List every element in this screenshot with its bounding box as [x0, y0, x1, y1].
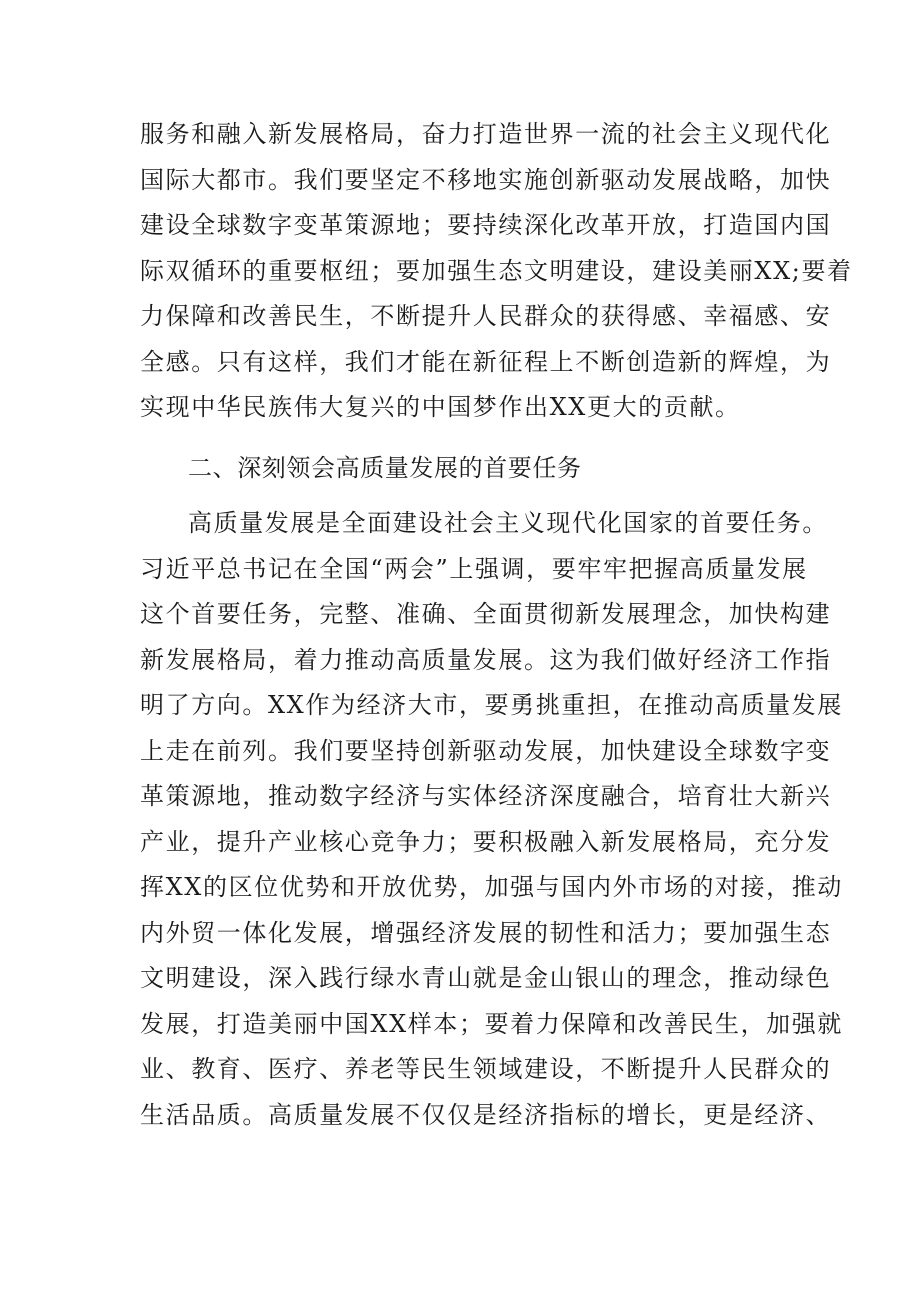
paragraph-line: 上走在前列。我们要坚持创新驱动发展，加快建设全球数字变: [140, 736, 832, 765]
paragraph-line: 文明建设，深入践行绿水青山就是金山银山的理念，推动绿色: [140, 964, 832, 992]
paragraph-line: 产业，提升产业核心竞争力；要积极融入新发展格局，充分发: [140, 827, 832, 856]
paragraph-1: [140, 112, 853, 431]
paragraph-line: 生活品质。高质量发展不仅仅是经济指标的增长，更是经济、: [140, 1100, 832, 1129]
paragraph-line: 国际大都市。我们要坚定不移地实施创新驱动发展战略，加快: [140, 165, 832, 194]
paragraph-line: 内外贸一体化发展，增强经济发展的韧性和活力；要加强生态: [140, 918, 832, 947]
section-heading: 二、深刻领会高质量发展的首要任务: [188, 453, 582, 482]
paragraph-line: 际双循环的重要枢纽；要加强生态文明建设，建设美丽XX;要着: [140, 256, 853, 285]
paragraph-2: [140, 501, 843, 1138]
paragraph-line: 力保障和改善民生，不断提升人民群众的获得感、幸福感、安: [140, 302, 832, 330]
paragraph-line: 实现中华民族伟大复兴的中国梦作出XX更大的贡献。: [140, 393, 741, 421]
paragraph-line: 全感。只有这样，我们才能在新征程上不断创造新的辉煌，为: [140, 347, 832, 376]
paragraph-line: 习近平总书记在全国“两会”上强调，要牢牢把握高质量发展: [140, 554, 808, 583]
paragraph-line: 挥XX的区位优势和开放优势，加强与国内外市场的对接，推动: [140, 873, 843, 901]
paragraph-line: 革策源地，推动数字经济与实体经济深度融合，培育壮大新兴: [140, 782, 832, 810]
paragraph-line: 高质量发展是全面建设社会主义现代化国家的首要任务。: [188, 509, 828, 537]
paragraph-line: 明了方向。XX作为经济大市，要勇挑重担，在推动高质量发展: [140, 691, 843, 719]
paragraph-line: 服务和融入新发展格局，奋力打造世界一流的社会主义现代化: [140, 120, 832, 148]
paragraph-line: 发展，打造美丽中国XX样本；要着力保障和改善民生，加强就: [140, 1009, 843, 1038]
paragraph-line: 业、教育、医疗、养老等民生领域建设，不断提升人民群众的: [140, 1055, 832, 1083]
paragraph-line: 建设全球数字变革策源地；要持续深化改革开放，打造国内国: [140, 211, 832, 239]
paragraph-line: 这个首要任务，完整、准确、全面贯彻新发展理念，加快构建: [140, 600, 832, 628]
paragraph-line: 新发展格局，着力推动高质量发展。这为我们做好经济工作指: [140, 645, 832, 674]
